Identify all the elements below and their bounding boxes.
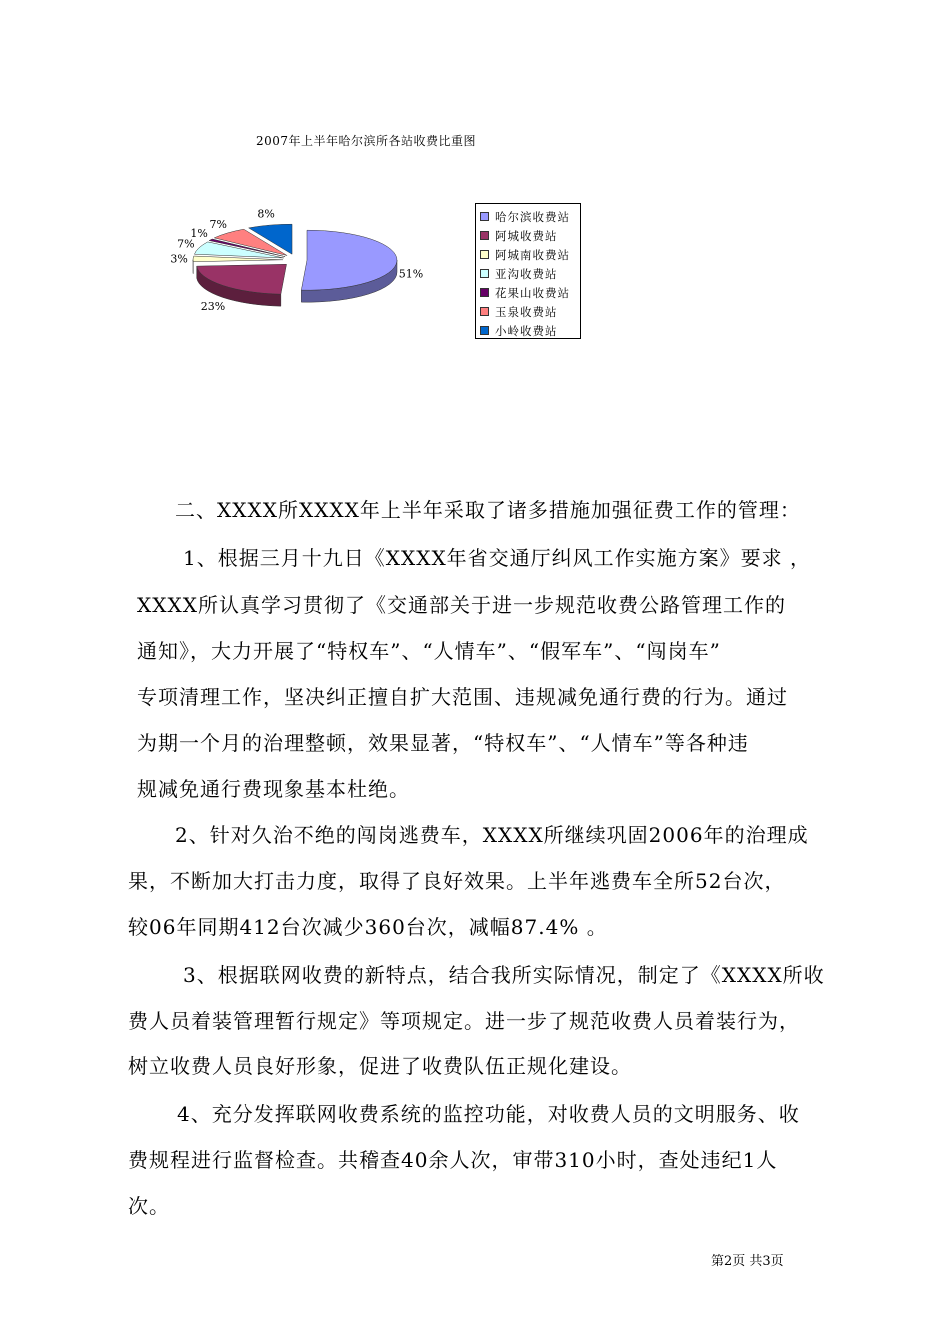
legend-label: 阿城收费站 <box>495 228 558 243</box>
pie-data-label: 1% <box>190 227 208 241</box>
paragraph-line: 4、充分发挥联网收费系统的监控功能，对收费人员的文明服务、收 <box>177 1102 800 1126</box>
legend-item <box>480 207 576 226</box>
legend-item <box>480 226 576 245</box>
pie-data-label: 23% <box>200 299 226 313</box>
paragraph-line: XXXX所认真学习贯彻了《交通部关于进一步规范收费公路管理工作的 <box>137 593 786 617</box>
legend-swatch <box>480 326 489 335</box>
legend-item <box>480 245 576 264</box>
legend-swatch <box>480 269 489 278</box>
pie-data-label: 3% <box>170 252 188 266</box>
paragraph-line: 通知》，大力开展了“特权车”、“人情车”、“假军车”、“闯岗车” <box>137 639 721 663</box>
paragraph-line: 次。 <box>128 1194 170 1218</box>
page-number: 第2页 共3页 <box>711 1254 784 1269</box>
legend-item <box>480 283 576 302</box>
legend-label: 阿城南收费站 <box>495 247 570 262</box>
chart-legend <box>475 203 581 339</box>
pie-data-label: 8% <box>257 207 275 221</box>
paragraph-line: 树立收费人员良好形象，促进了收费队伍正规化建设。 <box>128 1054 632 1078</box>
legend-swatch <box>480 288 489 297</box>
legend-item <box>480 302 576 321</box>
paragraph-line: 2、针对久治不绝的闯岗逃费车，XXXX所继续巩固2006年的治理成 <box>175 823 809 847</box>
legend-label: 玉泉收费站 <box>495 304 558 319</box>
paragraph-line: 较06年同期412台次减少360台次，减幅87.4% 。 <box>128 915 608 939</box>
paragraph-line: 3、根据联网收费的新特点，结合我所实际情况，制定了《XXXX所收 <box>183 963 825 987</box>
pie-data-label: 7% <box>209 217 228 231</box>
pie-data-label: 7% <box>177 237 195 251</box>
paragraph-line: 规减免通行费现象基本杜绝。 <box>137 777 410 801</box>
paragraph-line: 费人员着装管理暂行规定》等项规定。进一步了规范收费人员着装行为， <box>128 1009 800 1033</box>
legend-swatch <box>480 212 489 221</box>
legend-item <box>480 264 576 283</box>
legend-label: 哈尔滨收费站 <box>495 209 570 224</box>
chart-title: 2007年上半年哈尔滨所各站收费比重图 <box>256 134 477 148</box>
paragraph-line: 为期一个月的治理整顿，效果显著，“特权车”、“人情车”等各种违 <box>137 731 749 755</box>
paragraph-line: 费规程进行监督检查。共稽查40余人次，审带310小时，查处违纪1人 <box>128 1148 778 1172</box>
legend-label: 花果山收费站 <box>495 285 570 300</box>
paragraph-line: 果，不断加大打击力度，取得了良好效果。上半年逃费车全所52台次， <box>128 869 786 893</box>
legend-swatch <box>480 307 489 316</box>
legend-label: 小岭收费站 <box>495 323 558 338</box>
legend-swatch <box>480 250 489 259</box>
paragraph-line: 专项清理工作，坚决纠正擅自扩大范围、违规减免通行费的行为。通过 <box>137 685 788 709</box>
pie-data-label: 51% <box>398 267 424 281</box>
paragraph-line: 1、根据三月十九日《XXXX年省交通厅纠风工作实施方案》要求 ， <box>183 546 812 570</box>
section-heading: 二、XXXX所XXXX年上半年采取了诸多措施加强征费工作的管理： <box>175 498 801 522</box>
legend-label: 亚沟收费站 <box>495 266 558 281</box>
legend-item <box>480 321 576 340</box>
legend-swatch <box>480 231 489 240</box>
pie-chart <box>170 200 460 330</box>
